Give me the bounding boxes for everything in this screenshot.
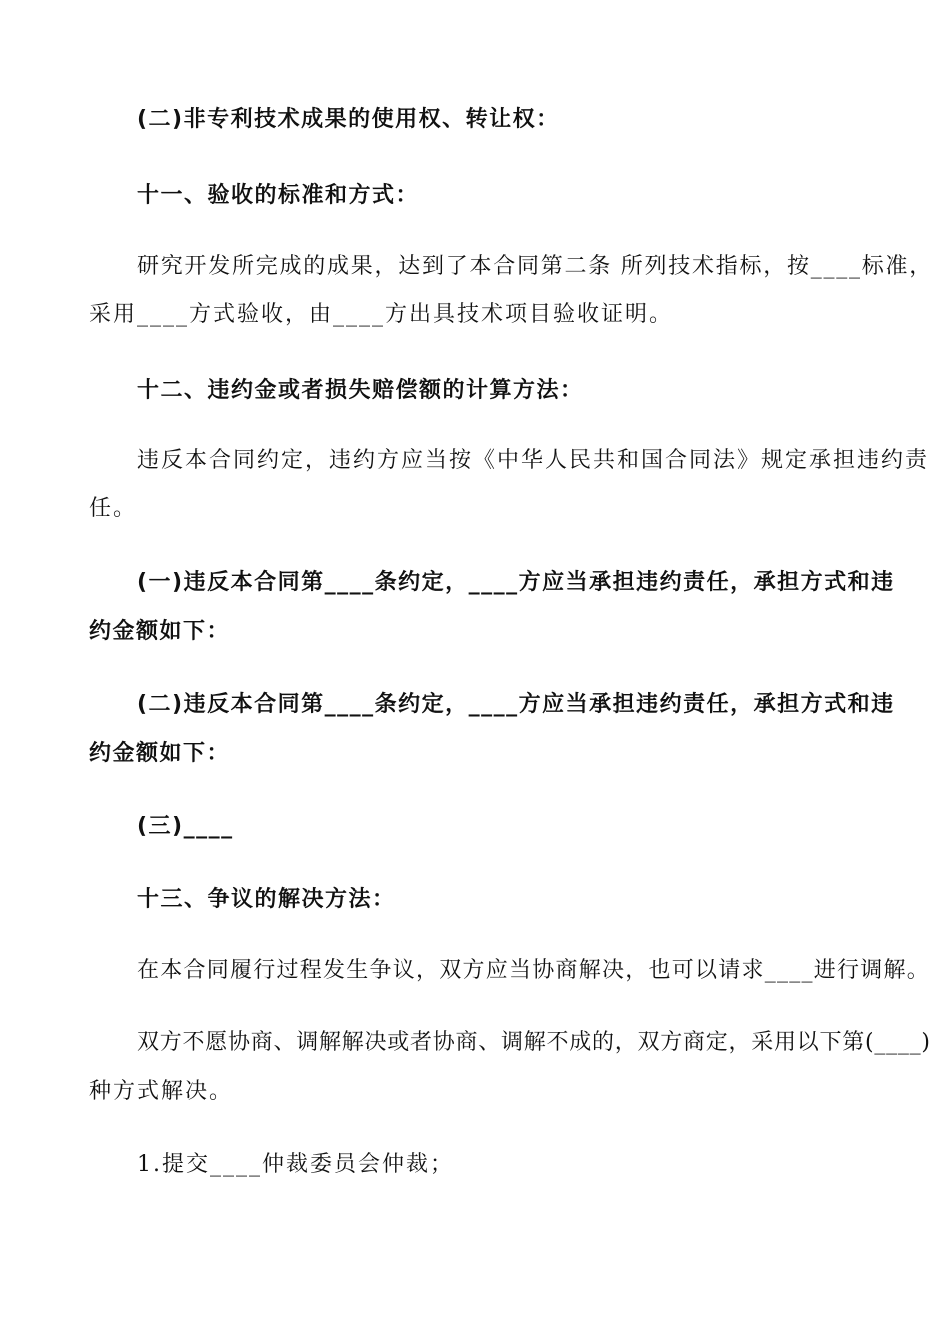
clause-2-line-2: 约金额如下：: [89, 741, 231, 766]
clause-2-line-1: (二)违反本合同第____条约定，____方应当承担违约责任，承担方式和违: [137, 692, 895, 717]
section-heading-acceptance: 十一、验收的标准和方式：: [137, 183, 420, 208]
list-item-arbitration: 1.提交____仲裁委员会仲裁；: [137, 1152, 454, 1177]
paragraph-acceptance-line-1: 研究开发所完成的成果，达到了本合同第二条 所列技术指标，按____标准，: [137, 254, 933, 279]
clause-1-line-2: 约金额如下：: [89, 619, 231, 644]
paragraph-acceptance-line-2: 采用____方式验收，由____方出具技术项目验收证明。: [89, 302, 674, 327]
section-heading-non-patent-rights: (二)非专利技术成果的使用权、转让权：: [137, 107, 560, 132]
paragraph-resolution-line-1: 双方不愿协商、调解解决或者协商、调解不成的，双方商定，采用以下第(____): [137, 1030, 931, 1055]
clause-1-line-1: (一)违反本合同第____条约定，____方应当承担违约责任，承担方式和违: [137, 570, 895, 595]
paragraph-resolution-line-2: 种方式解决。: [89, 1079, 234, 1104]
paragraph-mediation: 在本合同履行过程发生争议，双方应当协商解决，也可以请求____进行调解。: [137, 958, 931, 983]
paragraph-penalty-line-2: 任。: [89, 496, 138, 521]
clause-3: (三)____: [137, 814, 234, 839]
section-heading-penalty: 十二、违约金或者损失赔偿额的计算方法：: [137, 378, 584, 403]
section-heading-dispute: 十三、争议的解决方法：: [137, 887, 396, 912]
paragraph-penalty-line-1: 违反本合同约定，违约方应当按《中华人民共和国合同法》规定承担违约责: [137, 448, 930, 473]
